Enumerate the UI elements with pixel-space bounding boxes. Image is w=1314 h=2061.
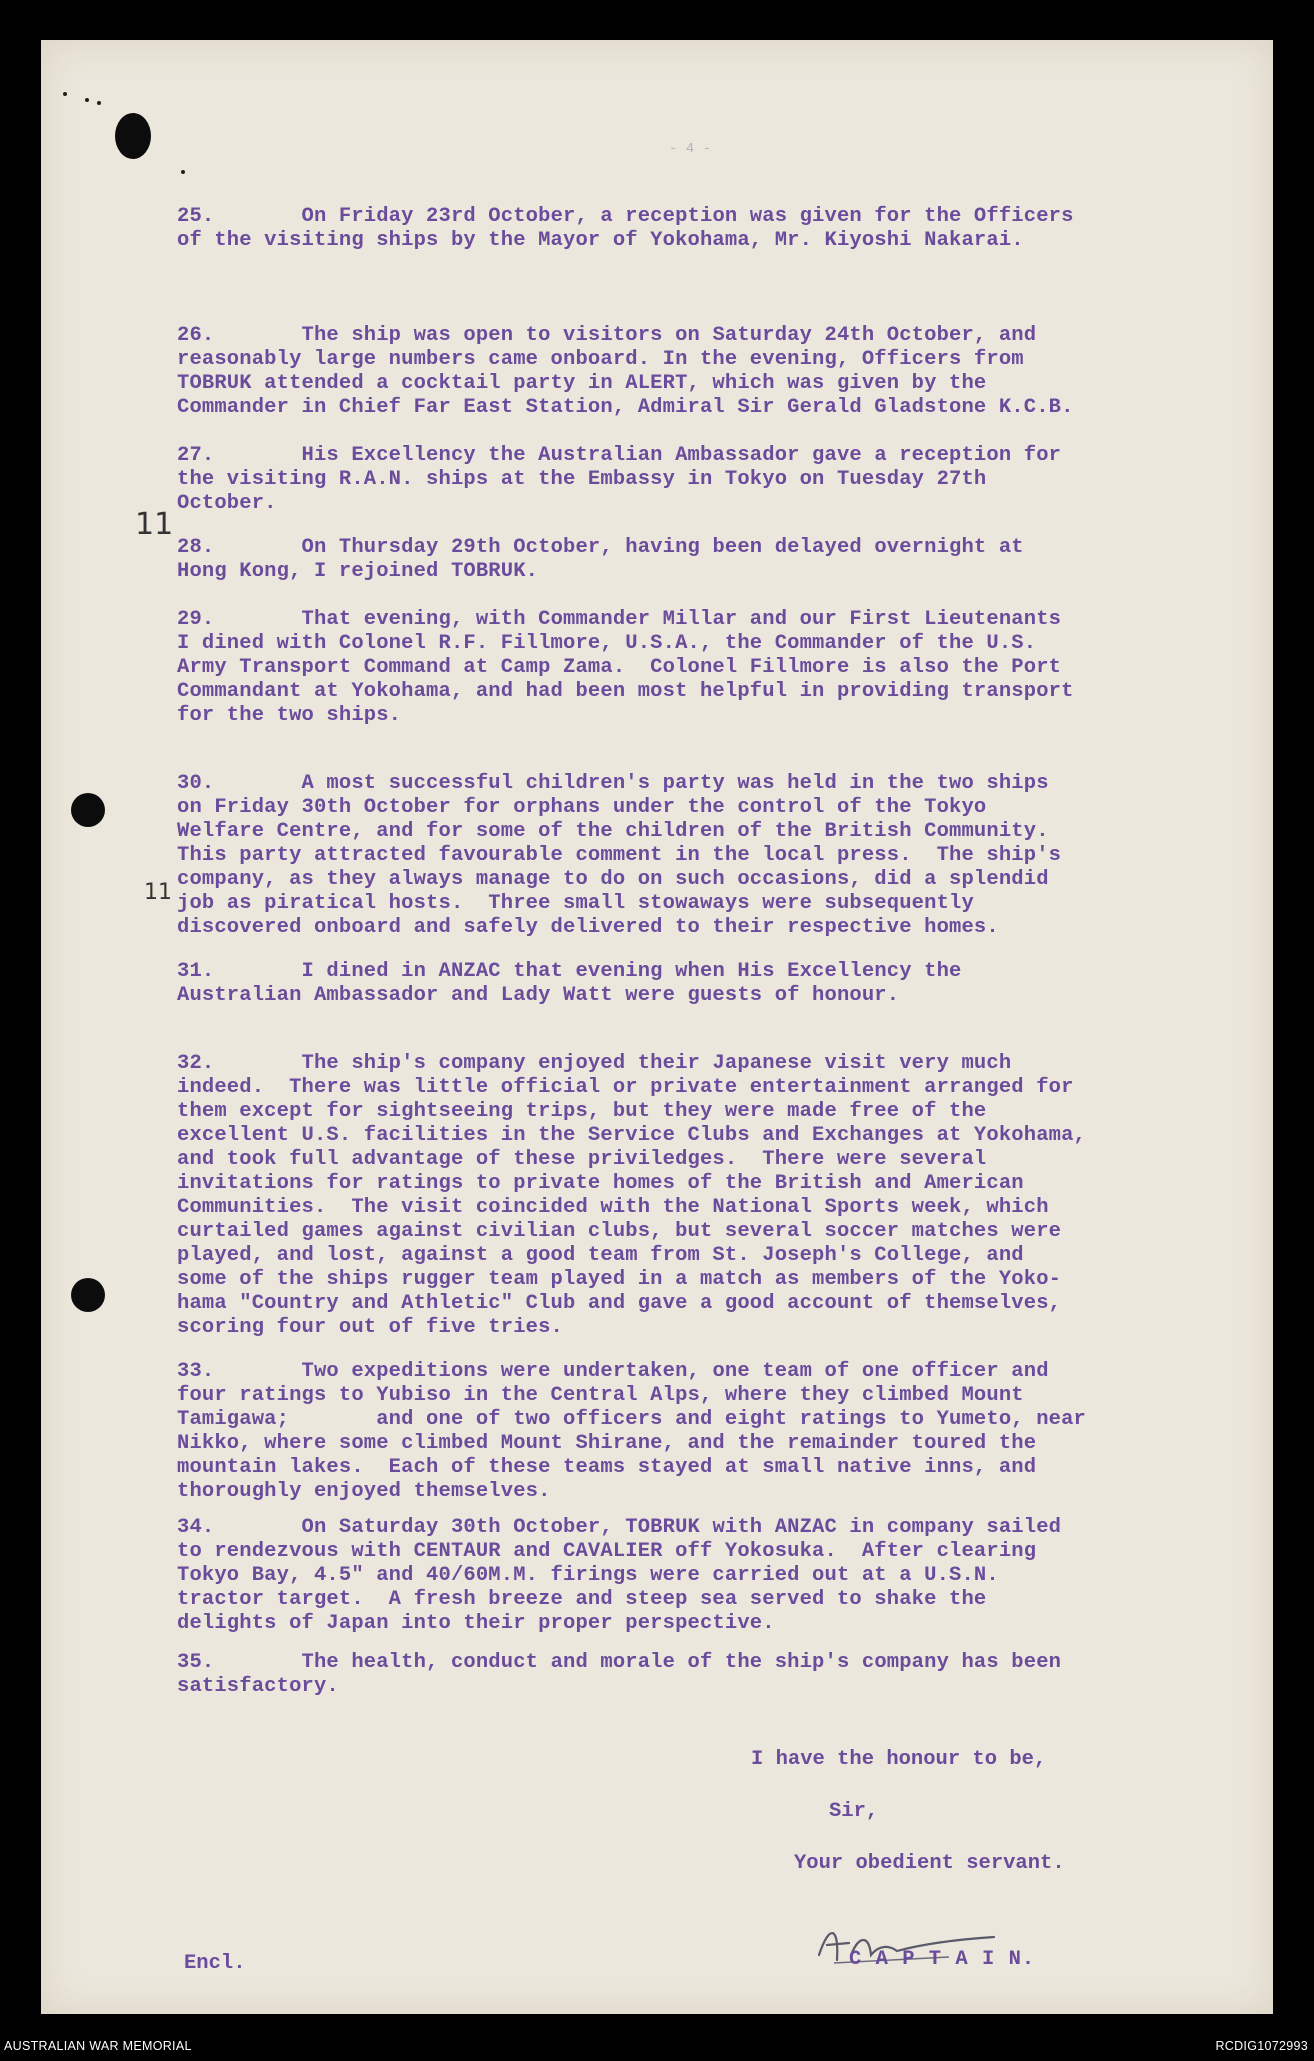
paragraph-text: On Thursday 29th October, having been delayed overnight at Hong Kong, I rejoined TOBRUK.	[177, 536, 1024, 583]
closing-line: I have the honour to be,	[751, 1748, 1047, 1771]
paragraph	[177, 960, 1237, 1008]
speck	[97, 101, 101, 105]
paragraph	[177, 1651, 1237, 1699]
paragraph	[177, 205, 1237, 253]
paragraph-text: The health, conduct and morale of the ship's company has been satisfactory.	[177, 1651, 1062, 1698]
page-number: - 4 -	[669, 141, 712, 157]
paragraph-number: 26.	[177, 324, 215, 347]
speck	[181, 170, 185, 174]
paragraph-text: On Friday 23rd October, a reception was given for the Officers of the visiting ships by the Mayor of Yokohama, Mr. Kiyoshi Nakarai.	[177, 205, 1074, 252]
punch-hole	[71, 1278, 105, 1312]
paragraph-text: A most successful children's party was held in the two ships on Friday 30th October for orphans under the control of the Tokyo Welfare Centre, and for some of the children of the British Community. This party attracted favourable comment in the local press. The ship's company, as they always manage to do on such occasions, did a splendid job as piratical hosts. Three small stowaways were subsequently discovered onboard and safely delivered to their respective homes.	[177, 772, 1062, 939]
punch-hole	[71, 793, 105, 827]
paragraph-number: 25.	[177, 205, 215, 228]
speck	[63, 92, 67, 96]
paragraph	[177, 1360, 1237, 1504]
margin-mark: 11	[135, 507, 174, 542]
paragraph-text: Two expeditions were undertaken, one team of one officer and four ratings to Yubiso in the Central Alps, where they climbed Mount Tamigawa; and one of two officers and eight ratings to Yumeto, near Nikko, where some climbed Mount Shirane, and the remainder toured the mountain lakes. Each of these teams stayed at small native inns, and thoroughly enjoyed themselves.	[177, 1360, 1086, 1503]
paragraph-text: The ship was open to visitors on Saturday 24th October, and reasonably large numbers came onboard. In the evening, Officers from TOBRUK attended a cocktail party in ALERT, which was given by the Commander in Chief Far East Station, Admiral Sir Gerald Gladstone K.C.B.	[177, 324, 1074, 419]
paragraph-text: I dined in ANZAC that evening when His Excellency the Australian Ambassador and Lady Watt were guests of honour.	[177, 960, 962, 1007]
punch-hole	[115, 113, 151, 159]
paragraph-number: 32.	[177, 1052, 215, 1075]
document-page	[41, 40, 1273, 2014]
footer-source: AUSTRALIAN WAR MEMORIAL	[4, 2039, 192, 2053]
paragraph	[177, 444, 1237, 516]
signatory-rank: C A P T A I N.	[849, 1948, 1036, 1971]
paragraph-number: 27.	[177, 444, 215, 467]
footer-reference-id: RCDIG1072993	[1215, 2039, 1308, 2053]
paragraph	[177, 536, 1237, 584]
paragraph-number: 33.	[177, 1360, 215, 1383]
closing-line: Your obedient servant.	[794, 1852, 1065, 1875]
paragraph-number: 28.	[177, 536, 215, 559]
paragraph-number: 29.	[177, 608, 215, 631]
paragraph-text: On Saturday 30th October, TOBRUK with ANZAC in company sailed to rendezvous with CENTAUR and CAVALIER off Yokosuka. After clearing Tokyo Bay, 4.5" and 40/60M.M. firings were carried out at a U.S.N. tractor target. A fresh breeze and steep sea served to shake the delights of Japan into their proper perspective.	[177, 1516, 1062, 1635]
paragraph-text: The ship's company enjoyed their Japanese visit very much indeed. There was little official or private entertainment arranged for them except for sightseeing trips, but they were made free of the excellent U.S. facilities in the Service Clubs and Exchanges at Yokohama, and took full advantage of these priviledges. There were several invitations for ratings to private homes of the British and American Communities. The visit coincided with the National Sports week, which curtailed games against civilian clubs, but several soccer matches were played, and lost, against a good team from St. Joseph's College, and some of the ships rugger team played in a match as members of the Yoko- hama "Country and Athletic" Club and gave a good account of themselves, scoring four out of five tries.	[177, 1052, 1086, 1339]
paragraph-number: 30.	[177, 772, 215, 795]
paragraph-number: 35.	[177, 1651, 215, 1674]
paragraph	[177, 772, 1237, 940]
paragraph-text: That evening, with Commander Millar and our First Lieutenants I dined with Colonel R.F. Fillmore, U.S.A., the Commander of the U.S. Army Transport Command at Camp Zama. Colonel Fillmore is also the Port Commandant at Yokohama, and had been most helpful in providing transport for the two ships.	[177, 608, 1074, 727]
paragraph	[177, 1516, 1237, 1636]
paragraph	[177, 324, 1237, 420]
speck	[85, 98, 89, 102]
paragraph	[177, 1052, 1237, 1340]
salutation: Sir,	[829, 1800, 879, 1823]
paragraph-text: His Excellency the Australian Ambassador gave a reception for the visiting R.A.N. ships at the Embassy in Tokyo on Tuesday 27th October.	[177, 444, 1062, 515]
enclosure-note: Encl.	[184, 1952, 246, 1975]
paragraph-number: 34.	[177, 1516, 215, 1539]
paragraph	[177, 608, 1237, 728]
margin-mark: 11	[144, 880, 172, 905]
paragraph-number: 31.	[177, 960, 215, 983]
